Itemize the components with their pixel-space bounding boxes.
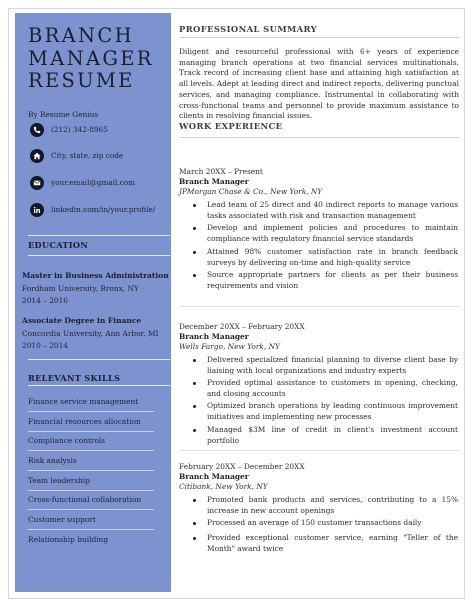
- skill-divider: [28, 431, 154, 432]
- job-bullet: Optimized branch operations by leading continuous improvement initiatives and implementing new processes: [207, 401, 458, 421]
- skill-divider: [28, 450, 154, 451]
- sidebar-divider: [28, 385, 170, 386]
- skill-item: Risk analysis: [28, 456, 77, 465]
- job-bullet: Lead team of 25 direct and 40 indirect reports to manage various tasks associated with risk and transaction management: [207, 200, 458, 220]
- job-separator: [179, 450, 460, 451]
- bullet-dot: [193, 274, 196, 277]
- skill-item: Customer support: [28, 515, 96, 524]
- contact-phone-text: (212) 342-8965: [51, 125, 108, 134]
- skill-item: Team leadership: [28, 476, 90, 485]
- home-icon: [30, 149, 44, 163]
- skill-item: Compliance controls: [28, 436, 106, 445]
- job-dates: March 20XX – Present: [179, 167, 263, 176]
- skill-item: Finance service management: [28, 397, 139, 406]
- job-separator: [179, 306, 460, 307]
- contact-linkedin-text: linkedin.com/in/your.profile/: [51, 205, 156, 214]
- bullet-dot: [193, 227, 196, 230]
- byline: By Resume Genius: [28, 110, 99, 119]
- sidebar-divider: [28, 235, 170, 236]
- skill-divider: [28, 470, 154, 471]
- bullet-dot: [193, 359, 196, 362]
- job-bullet: Promoted bank products and services, contributing to a 15% increase in new account openings: [207, 495, 458, 515]
- education-years: 2014 – 2016: [22, 296, 69, 305]
- education-heading: EDUCATION: [28, 240, 89, 250]
- sidebar-divider: [28, 255, 170, 256]
- education-school: Concordia University, Ann Arbor, MI: [22, 329, 159, 338]
- bullet-dot: [193, 204, 196, 207]
- skill-divider: [28, 529, 154, 530]
- job-bullet: Managed $3M line of credit in client's investment account portfolio: [207, 425, 458, 445]
- bullet-dot: [193, 382, 196, 385]
- job-bullet: Source appropriate partners for clients as per their business requirements and vision: [207, 270, 458, 290]
- job-bullet: Develop and implement policies and procedures to maintain compliance with regulatory financial service standards: [207, 223, 458, 243]
- bullet-dot: [193, 429, 196, 432]
- job-company: Citibank, New York, NY: [179, 482, 268, 491]
- skill-item: Cross-functional collaboration: [28, 495, 142, 504]
- job-bullet: Provided exceptional customer service, earning "Teller of the Month" award twice: [207, 533, 458, 553]
- education-degree: Master in Business Administration: [22, 271, 169, 280]
- education-years: 2010 – 2014: [22, 341, 69, 350]
- email-icon: [30, 176, 44, 190]
- contact-address-text: City, state, zip code: [51, 151, 124, 160]
- bullet-dot: [193, 405, 196, 408]
- skill-divider: [28, 411, 154, 412]
- job-bullet: Delivered specialized financial planning to diverse client base by liaising with local organizations and industry experts: [207, 355, 458, 375]
- skill-divider: [28, 490, 154, 491]
- bullet-dot: [193, 522, 196, 525]
- linkedin-icon: [30, 203, 44, 217]
- job-dates: February 20XX – December 20XX: [179, 462, 305, 471]
- bullet-dot: [193, 537, 196, 540]
- summary-text: Diligent and resourceful professional with 6+ years of experience managing branch operations at two financial services multinationals. Track record of increasing client base and attaining high satisfaction at all levels. Adept at leading direct and indirect reports, delivering punctual services, and managing compliance. Instrumental in collaborating with cross-functional teams and personnel to provide maximum assistance to clients in resolving financial issues.: [179, 47, 459, 121]
- section-divider: [179, 37, 460, 38]
- job-title: Branch Manager: [179, 472, 249, 481]
- job-bullet: Attained 98% customer satisfaction rate in branch feedback surveys by delivering on-time and high-quality service: [207, 247, 458, 267]
- resume-title-line-2: MANAGER: [28, 47, 154, 70]
- experience-heading: WORK EXPERIENCE: [179, 121, 283, 131]
- job-title: Branch Manager: [179, 332, 249, 341]
- skills-heading: RELEVANT SKILLS: [28, 373, 121, 383]
- job-company: Wells Fargo, New York, NY: [179, 342, 280, 351]
- phone-icon: [30, 123, 44, 137]
- resume-title-line-3: RESUME: [28, 69, 135, 92]
- skill-item: Financial resources allocation: [28, 417, 141, 426]
- sidebar-divider: [28, 359, 170, 360]
- job-title: Branch Manager: [179, 177, 249, 186]
- education-school: Fordham University, Bronx, NY: [22, 284, 139, 293]
- job-bullet: Processed an average of 150 customer transactions daily: [207, 518, 422, 527]
- skill-divider: [28, 509, 154, 510]
- contact-email-text: your.email@gmail.com: [51, 178, 136, 187]
- sidebar: [15, 13, 171, 592]
- skill-item: Relationship building: [28, 535, 109, 544]
- section-divider: [179, 137, 460, 138]
- resume-title-line-1: BRANCH: [28, 24, 134, 47]
- education-degree: Associate Degree in Finance: [22, 316, 142, 325]
- bullet-dot: [193, 499, 196, 502]
- job-company: JPMorgan Chase & Co., New York, NY: [179, 187, 323, 196]
- summary-heading: PROFESSIONAL SUMMARY: [179, 24, 318, 34]
- job-dates: December 20XX – February 20XX: [179, 322, 305, 331]
- bullet-dot: [193, 251, 196, 254]
- job-bullet: Provided optimal assistance to customers in opening, checking, and closing accounts: [207, 378, 458, 398]
